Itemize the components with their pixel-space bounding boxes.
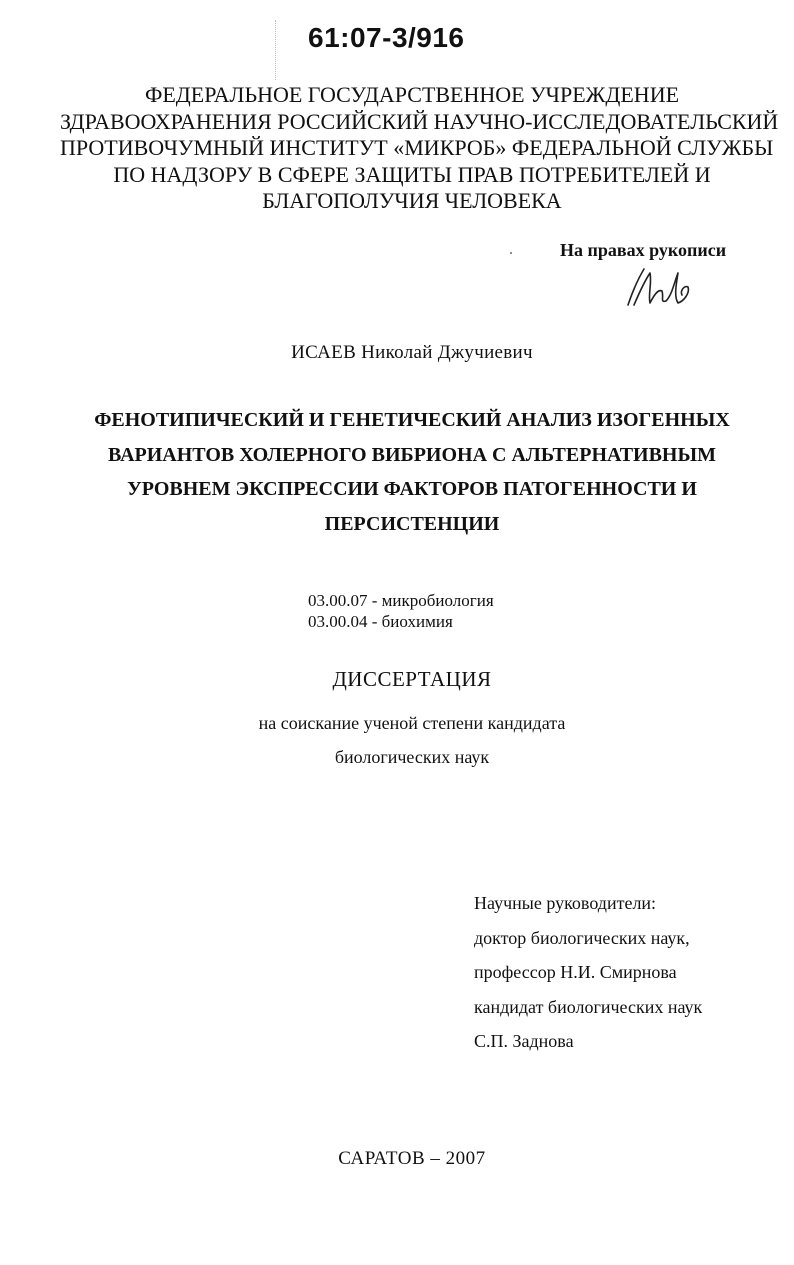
catalog-number: 61:07-3/916: [308, 22, 465, 53]
degree-line: биологических наук: [334, 747, 490, 767]
title-line: ФЕНОТИПИЧЕСКИЙ И ГЕНЕТИЧЕСКИЙ АНАЛИЗ ИЗОГЕННЫХ: [94, 409, 730, 431]
institution-line: БЛАГОПОЛУЧИЯ ЧЕЛОВЕКА: [262, 188, 562, 213]
margin-mark: [275, 20, 277, 80]
institution-line: ПО НАДЗОРУ В СФЕРЕ ЗАЩИТЫ ПРАВ ПОТРЕБИТЕЛЕЙ И: [113, 161, 711, 187]
degree-description: [60, 706, 764, 774]
supervisors-block: [474, 886, 702, 1059]
supervisor-line: С.П. Заднова: [474, 1031, 574, 1051]
specialty-item: 03.00.04 - биохимия: [308, 612, 453, 631]
author-name: ИСАЕВ Николай Джучиевич: [291, 342, 533, 363]
scan-speck: [510, 252, 512, 254]
institution-line: ПРОТИВОЧУМНЫЙ ИНСТИТУТ «МИКРОБ» ФЕДЕРАЛЬНОЙ СЛУЖБЫ: [60, 135, 774, 160]
institution-line: ЗДРАВООХРАНЕНИЯ РОССИЙСКИЙ НАУЧНО-ИССЛЕДОВАТЕЛЬСКИЙ: [60, 108, 779, 134]
specialty-item: 03.00.07 - микробиология: [308, 591, 494, 610]
document-type: ДИССЕРТАЦИЯ: [332, 667, 492, 691]
specialty-codes: [308, 590, 494, 632]
city-year: САРАТОВ – 2007: [338, 1148, 486, 1169]
supervisors-heading: Научные руководители:: [474, 893, 657, 913]
title-line: ВАРИАНТОВ ХОЛЕРНОГО ВИБРИОНА С АЛЬТЕРНАТИВНЫМ: [107, 443, 717, 466]
title-line: ПЕРСИСТЕНЦИИ: [324, 512, 500, 535]
title-line: УРОВНЕМ ЭКСПРЕССИИ ФАКТОРОВ ПАТОГЕННОСТИ И: [127, 478, 697, 500]
institution-header: [60, 82, 779, 215]
institution-line: ФЕДЕРАЛЬНОЕ ГОСУДАРСТВЕННОЕ УЧРЕЖДЕНИЕ: [144, 82, 680, 107]
supervisor-line: доктор биологических наук,: [474, 927, 690, 948]
degree-line: на соискание ученой степени кандидата: [258, 713, 566, 733]
handwritten-signature: [620, 265, 700, 310]
dissertation-title: [80, 403, 744, 541]
supervisor-line: кандидат биологических наук: [474, 996, 703, 1017]
manuscript-rights: На правах рукописи: [560, 240, 727, 260]
supervisor-line: профессор Н.И. Смирнова: [474, 962, 677, 982]
